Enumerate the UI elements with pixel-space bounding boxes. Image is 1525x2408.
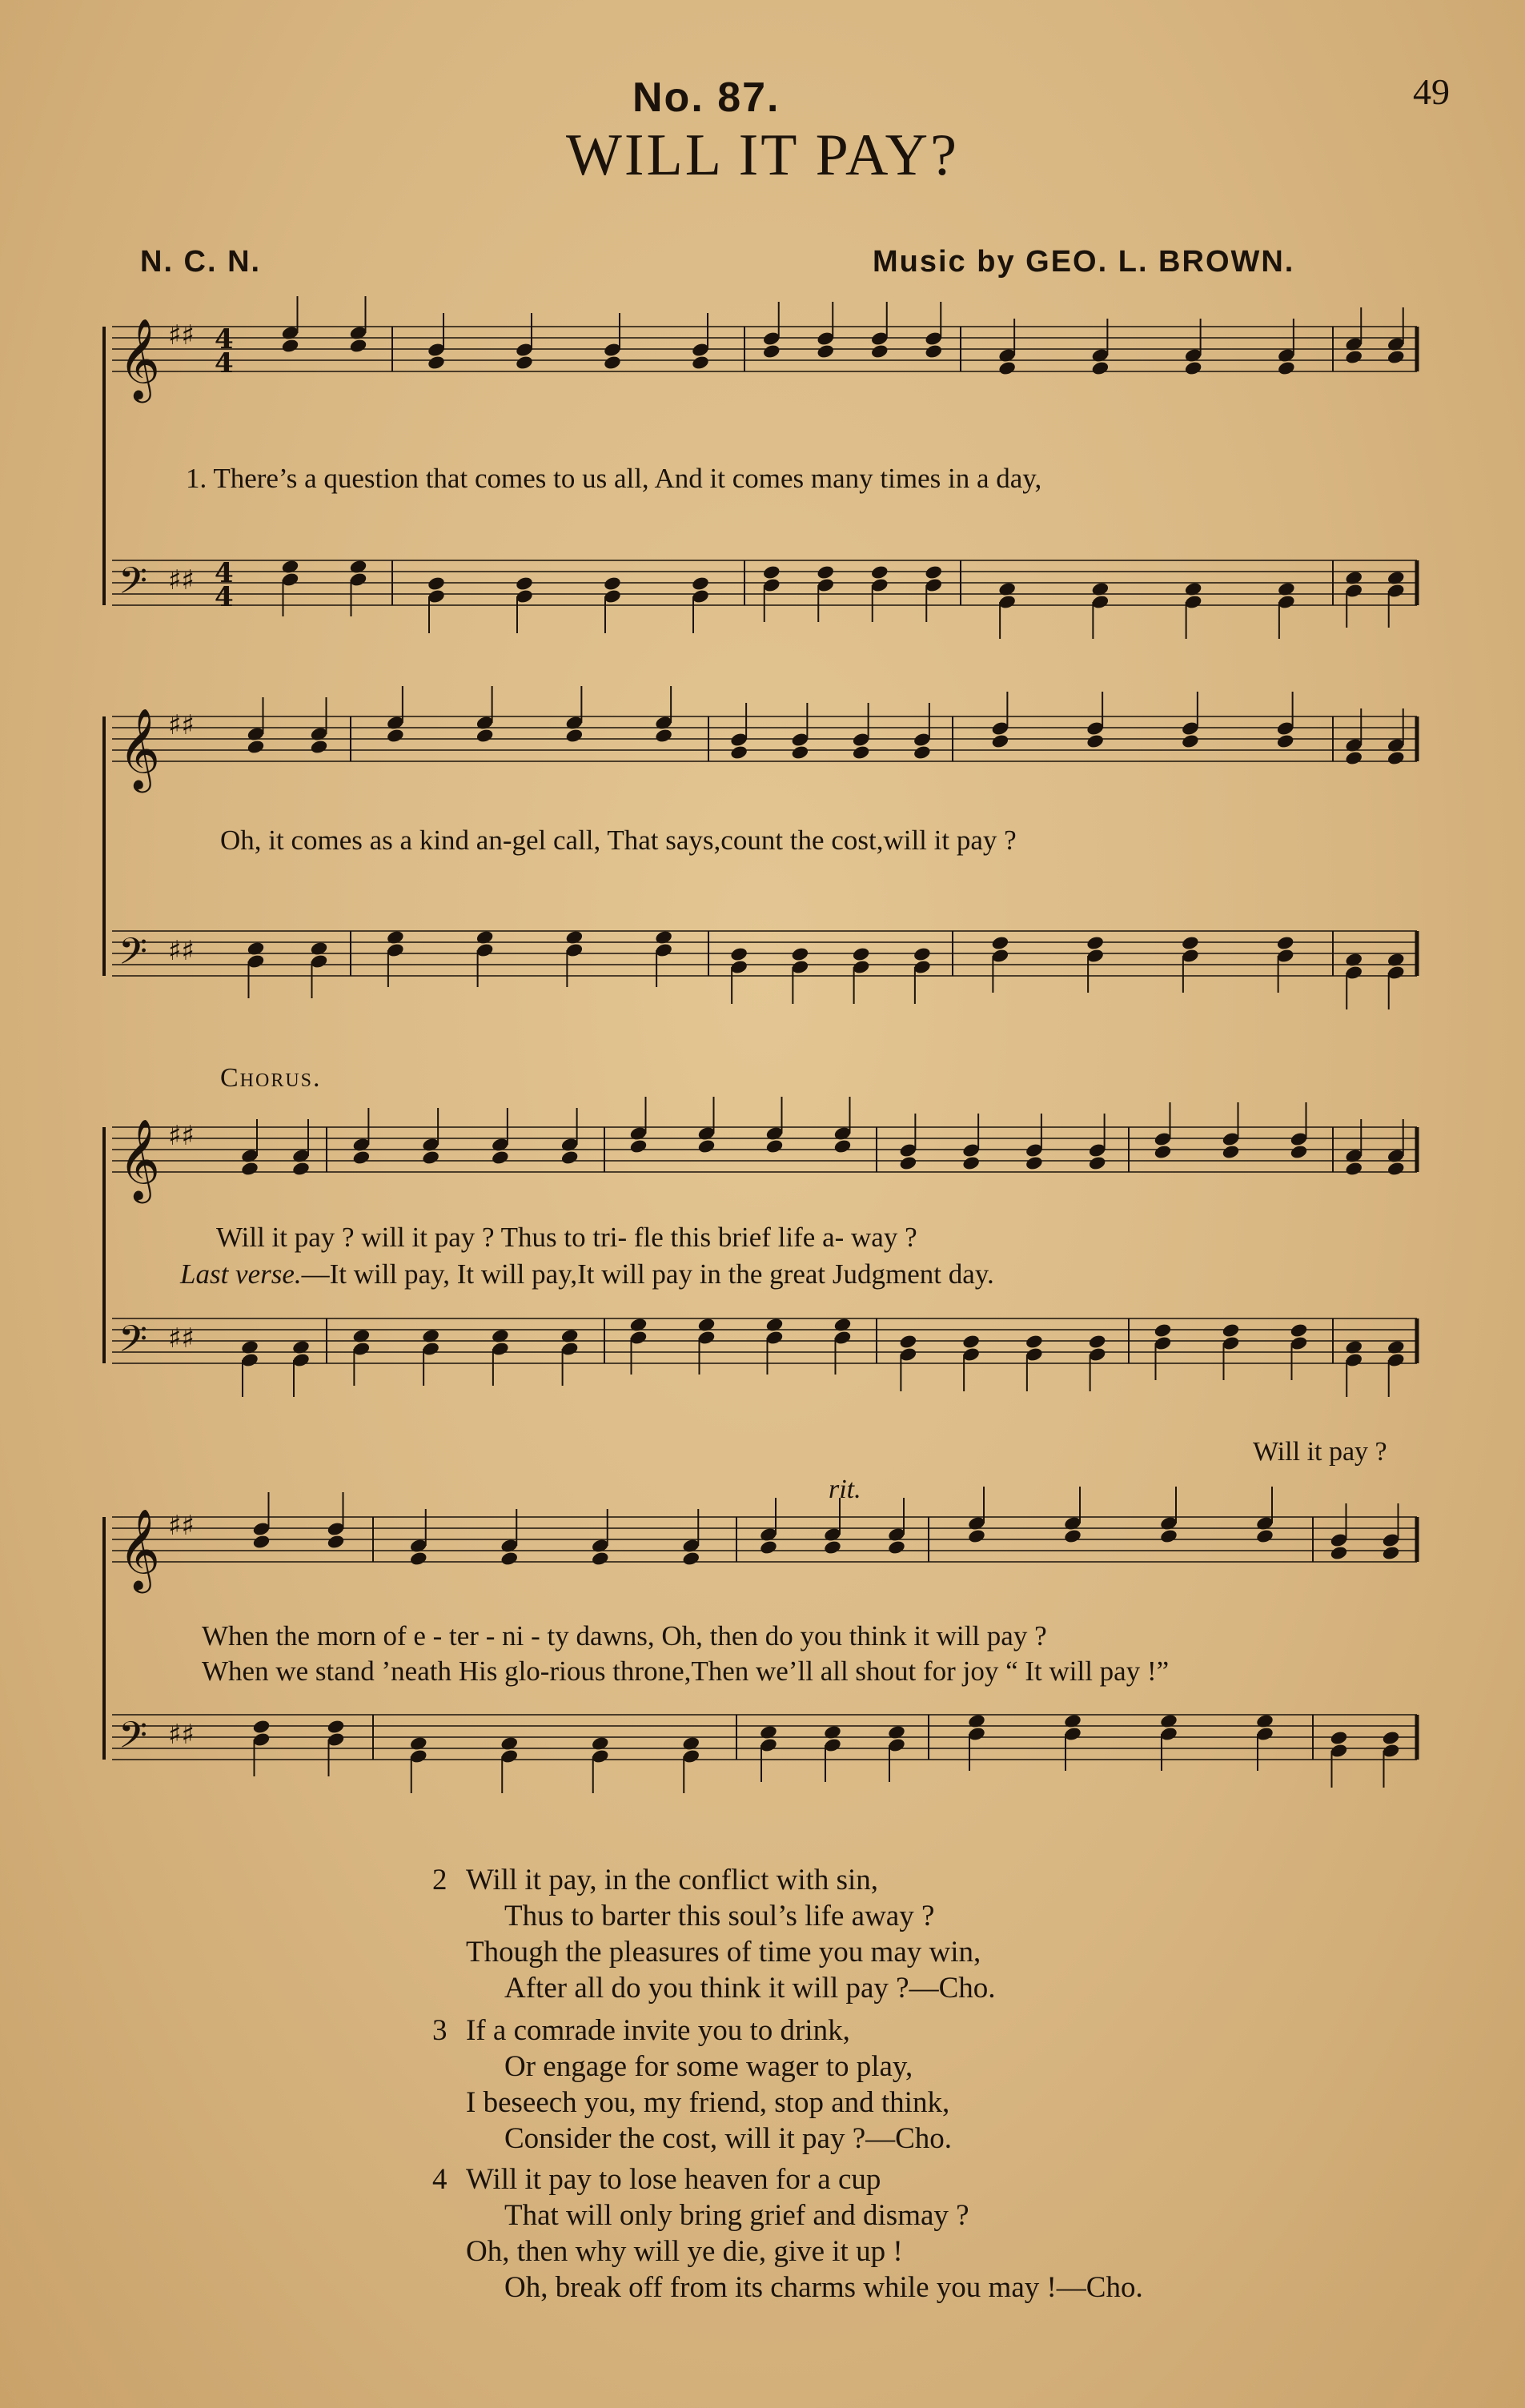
notehead: [765, 1317, 785, 1333]
stanza-line: I beseech you, my friend, stop and think,: [466, 2086, 950, 2119]
last-verse-label: Last verse.: [180, 1258, 302, 1290]
stanza-line: Will it pay, in the conflict with sin,: [466, 1864, 879, 1896]
notehead: [887, 1539, 906, 1555]
notehead: [870, 564, 889, 580]
notehead: [1222, 1144, 1241, 1160]
key-signature-sharps-icon: ♯♯: [168, 1510, 195, 1542]
notehead: [924, 343, 943, 359]
notehead: [427, 576, 446, 592]
notehead: [409, 1736, 428, 1752]
hymn-number: No. 87.: [632, 74, 781, 121]
notehead: [1344, 1161, 1363, 1177]
notehead: [281, 338, 300, 354]
notehead: [823, 1724, 842, 1740]
notehead: [476, 929, 495, 945]
notehead: [1387, 750, 1406, 766]
words-credit: N. C. N.: [140, 245, 262, 279]
notehead: [1277, 360, 1296, 376]
notehead: [1344, 952, 1363, 968]
notehead: [729, 744, 748, 761]
music-credit: Music by GEO. L. BROWN.: [873, 245, 1295, 279]
notehead: [852, 744, 871, 761]
stanza-2: [432, 1862, 996, 2006]
notehead: [247, 941, 266, 957]
time-signature-icon: 4: [215, 557, 234, 589]
stanza-number: 3: [432, 2014, 447, 2047]
notehead: [240, 1161, 259, 1177]
time-signature-icon: 4: [215, 347, 234, 379]
notehead: [681, 1551, 700, 1567]
notehead: [252, 1534, 271, 1550]
notehead: [1154, 1144, 1173, 1160]
notehead: [1344, 349, 1363, 365]
notehead: [1255, 1713, 1274, 1729]
notehead: [1344, 750, 1363, 766]
key-signature-sharps-icon: ♯♯: [168, 1719, 195, 1751]
notehead: [967, 1713, 986, 1729]
notehead: [310, 739, 329, 755]
notehead: [1387, 1161, 1406, 1177]
key-signature-sharps-icon: ♯♯: [168, 709, 195, 741]
notehead: [1255, 1528, 1274, 1544]
lyric-line-chorus-2: [180, 1258, 994, 1290]
lyric-line-system-1: 1. There’s a question that comes to us all, And it comes many times in a day,: [186, 463, 1042, 494]
bass-clef-icon: 𝄢: [118, 1318, 148, 1370]
notehead: [560, 1150, 580, 1166]
hymn-title: WILL IT PAY?: [566, 122, 959, 188]
notehead: [409, 1551, 428, 1567]
notehead: [1276, 733, 1295, 749]
notehead: [816, 564, 835, 580]
stanza-line: Or engage for some wager to play,: [504, 2050, 913, 2083]
notehead: [1277, 581, 1296, 597]
notehead: [1387, 952, 1406, 968]
notehead: [1091, 581, 1110, 597]
notehead: [281, 559, 300, 575]
notehead: [791, 946, 810, 962]
stanza-number: 2: [432, 1864, 447, 1896]
stanza-line: That will only bring grief and dismay ?: [504, 2199, 969, 2232]
notehead: [729, 946, 748, 962]
notehead: [1387, 349, 1406, 365]
notehead: [899, 1334, 918, 1350]
stanza-line: Oh, break off from its charms while you may !—Cho.: [504, 2271, 1143, 2304]
notehead: [421, 1328, 440, 1344]
treble-clef-icon: 𝄞: [118, 707, 161, 789]
notehead: [870, 343, 889, 359]
notehead: [515, 576, 534, 592]
notehead: [654, 929, 673, 945]
notehead: [833, 1138, 853, 1154]
lyric-line-system-2: Oh, it comes as a kind an-gel call, That says,count the cost,will it pay ?: [220, 825, 1017, 856]
notehead: [1091, 360, 1110, 376]
notehead: [691, 576, 710, 592]
stanza-line: Will it pay to lose heaven for a cup: [466, 2163, 881, 2196]
notehead: [240, 1339, 259, 1355]
notehead: [997, 581, 1017, 597]
notehead: [349, 559, 368, 575]
notehead: [1088, 1155, 1107, 1171]
notehead: [1086, 935, 1105, 951]
notehead: [1184, 360, 1203, 376]
notehead: [1025, 1334, 1044, 1350]
key-signature-sharps-icon: ♯♯: [168, 564, 195, 596]
notehead: [961, 1155, 981, 1171]
notehead: [697, 1317, 716, 1333]
notehead: [560, 1328, 580, 1344]
notehead: [1159, 1528, 1178, 1544]
notehead: [386, 929, 405, 945]
notehead: [591, 1551, 610, 1567]
last-verse-lyric: —It will pay, It will pay,It will pay in the great Judgment day.: [301, 1258, 994, 1290]
notehead: [1290, 1144, 1309, 1160]
notehead: [852, 946, 871, 962]
notehead: [759, 1724, 778, 1740]
notehead: [887, 1724, 906, 1740]
notehead: [629, 1138, 648, 1154]
stanza-3: [432, 2013, 953, 2157]
lyric-line-system-4a: When the morn of e - ter - ni - ty dawns, Oh, then do you think it will pay ?: [202, 1620, 1047, 1651]
notehead: [833, 1317, 853, 1333]
notehead: [791, 744, 810, 761]
notehead: [967, 1528, 986, 1544]
notehead: [697, 1138, 716, 1154]
treble-clef-icon: 𝄞: [118, 317, 161, 399]
notehead: [997, 360, 1017, 376]
notehead: [1181, 733, 1200, 749]
treble-clef-icon: 𝄞: [118, 1118, 161, 1200]
key-signature-sharps-icon: ♯♯: [168, 1120, 195, 1152]
bass-clef-icon: 𝄢: [118, 1714, 148, 1766]
notehead: [681, 1736, 700, 1752]
notehead: [591, 1736, 610, 1752]
notehead: [1387, 1339, 1406, 1355]
notehead: [654, 728, 673, 744]
notehead: [1025, 1155, 1044, 1171]
notehead: [1086, 733, 1105, 749]
notehead: [823, 1539, 842, 1555]
stanza-line: Oh, then why will ye die, give it up !: [466, 2235, 903, 2268]
notehead: [327, 1534, 346, 1550]
notehead: [816, 343, 835, 359]
notehead: [1063, 1713, 1082, 1729]
notehead: [603, 576, 622, 592]
notehead: [1063, 1528, 1082, 1544]
notehead: [603, 355, 622, 371]
notehead: [352, 1150, 371, 1166]
notehead: [1344, 1339, 1363, 1355]
notehead: [386, 728, 405, 744]
notehead: [1184, 581, 1203, 597]
stanza-line: Though the pleasures of time you may win,: [466, 1936, 981, 1969]
notehead: [252, 1719, 271, 1735]
bass-cue-text: Will it pay ?: [1253, 1437, 1387, 1467]
notehead: [515, 355, 534, 371]
treble-clef-icon: 𝄞: [118, 1507, 161, 1590]
notehead: [1382, 1545, 1401, 1561]
notehead: [1344, 570, 1363, 586]
notehead: [500, 1736, 519, 1752]
stanza-number: 4: [432, 2163, 447, 2196]
stanza-4: [432, 2161, 1143, 2306]
key-signature-sharps-icon: ♯♯: [168, 935, 195, 967]
key-signature-sharps-icon: ♯♯: [168, 319, 195, 351]
stanza-line: If a comrade invite you to drink,: [466, 2014, 850, 2047]
notehead: [762, 343, 781, 359]
chorus-label: Chorus.: [220, 1063, 322, 1093]
key-signature-sharps-icon: ♯♯: [168, 1322, 195, 1354]
notehead: [565, 929, 584, 945]
notehead: [310, 941, 329, 957]
notehead: [500, 1551, 519, 1567]
notehead: [247, 739, 266, 755]
ritardando-mark: rit.: [829, 1475, 861, 1504]
notehead: [913, 744, 932, 761]
bass-clef-icon: 𝄢: [118, 560, 148, 612]
notehead: [961, 1334, 981, 1350]
notehead: [765, 1138, 785, 1154]
notehead: [913, 946, 932, 962]
notehead: [1382, 1730, 1401, 1746]
notehead: [349, 338, 368, 354]
notehead: [924, 564, 943, 580]
lyric-line-system-4b: When we stand ’neath His glo-rious throne,Then we’ll all shout for joy “ It will pay !”: [202, 1656, 1170, 1687]
notehead: [1330, 1545, 1349, 1561]
notehead: [1276, 935, 1295, 951]
notehead: [991, 935, 1010, 951]
notehead: [291, 1339, 311, 1355]
notehead: [1222, 1322, 1241, 1338]
notehead: [1154, 1322, 1173, 1338]
notehead: [491, 1328, 510, 1344]
notehead: [629, 1317, 648, 1333]
stanza-line: Thus to barter this soul’s life away ?: [504, 1900, 935, 1932]
lyric-line-chorus-1: Will it pay ? will it pay ? Thus to tri- fle this brief life a- way ?: [216, 1222, 917, 1253]
notehead: [421, 1150, 440, 1166]
notehead: [327, 1719, 346, 1735]
stanza-line: Consider the cost, will it pay ?—Cho.: [504, 2122, 953, 2155]
time-signature-icon: 4: [215, 581, 234, 613]
notehead: [991, 733, 1010, 749]
bass-clef-icon: 𝄢: [118, 930, 148, 982]
notehead: [1181, 935, 1200, 951]
notehead: [427, 355, 446, 371]
notehead: [691, 355, 710, 371]
notehead: [762, 564, 781, 580]
notehead: [1387, 570, 1406, 586]
notehead: [1159, 1713, 1178, 1729]
notehead: [565, 728, 584, 744]
notehead: [476, 728, 495, 744]
notehead: [491, 1150, 510, 1166]
stanza-line: After all do you think it will pay ?—Cho.: [504, 1972, 996, 2005]
time-signature-icon: 4: [215, 323, 234, 355]
notehead: [1290, 1322, 1309, 1338]
notehead: [1330, 1730, 1349, 1746]
notehead: [291, 1161, 311, 1177]
notehead: [352, 1328, 371, 1344]
page-number: 49: [1413, 71, 1450, 112]
notehead: [899, 1155, 918, 1171]
notehead: [759, 1539, 778, 1555]
notehead: [1088, 1334, 1107, 1350]
